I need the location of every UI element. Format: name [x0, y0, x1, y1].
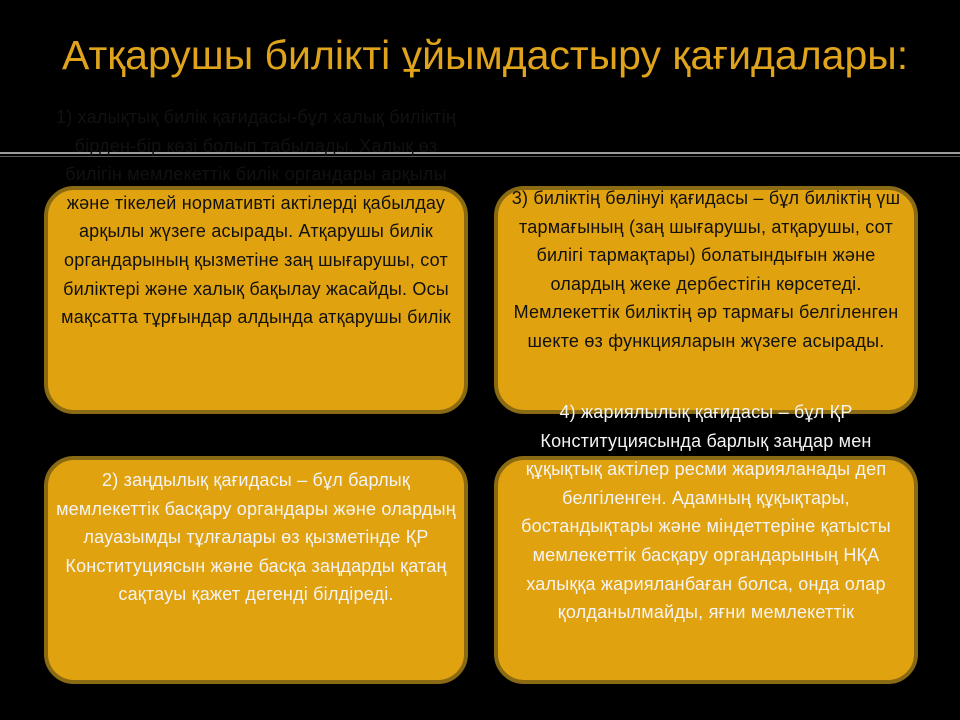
principle-text-1: 1) халықтық билік қағидасы-бұл халық биліктің бірден-бір көзі болып табылады. Халық өз билігін мемлекеттік билік органдары арқылы және тікелей нормативті актілерді қабылдау арқылы жүзеге асырады. Атқарушы билік органдарының қызметіне заң шығарушы, сот биліктері және халық бақылау жасайды. Осы мақсатта тұрғындар алдында атқарушы билік: [56, 107, 456, 328]
principle-text-3: 3) биліктің бөлінуі қағидасы – бұл биліктің үш тармағының (заң шығарушы, атқарушы, сот билігі тармақтары) болатындығын және олардың жеке дербестігін көрсетеді. Мемлекеттік биліктің әр тармағы белгіленген шекте өз функцияларын жүзеге асырады.: [511, 188, 901, 351]
slide-title: Атқарушы билікті ұйымдастыру қағидалары:: [62, 32, 909, 78]
principle-text-2: 2) заңдылық қағидасы – бұл барлық мемлекеттік басқару органдары және олардың лауазымды тұлғалары өз қызметінде ҚР Конституциясын және басқа заңдарды қатаң сақтауы қажет дегенді білдіреді.: [56, 470, 456, 605]
principle-text-4: 4) жариялылық қағидасы – бұл ҚР Конституциясында барлық заңдар мен құқықтық актілер ресми жарияланады деп белгіленген. Адамның құқықтары, бостандықтары және міндеттеріне қатысты мемлекеттік басқару органдарының НҚА халыққа жарияланбаған болса, онда олар қолданылмайды, яғни мемлекеттік: [521, 402, 891, 623]
